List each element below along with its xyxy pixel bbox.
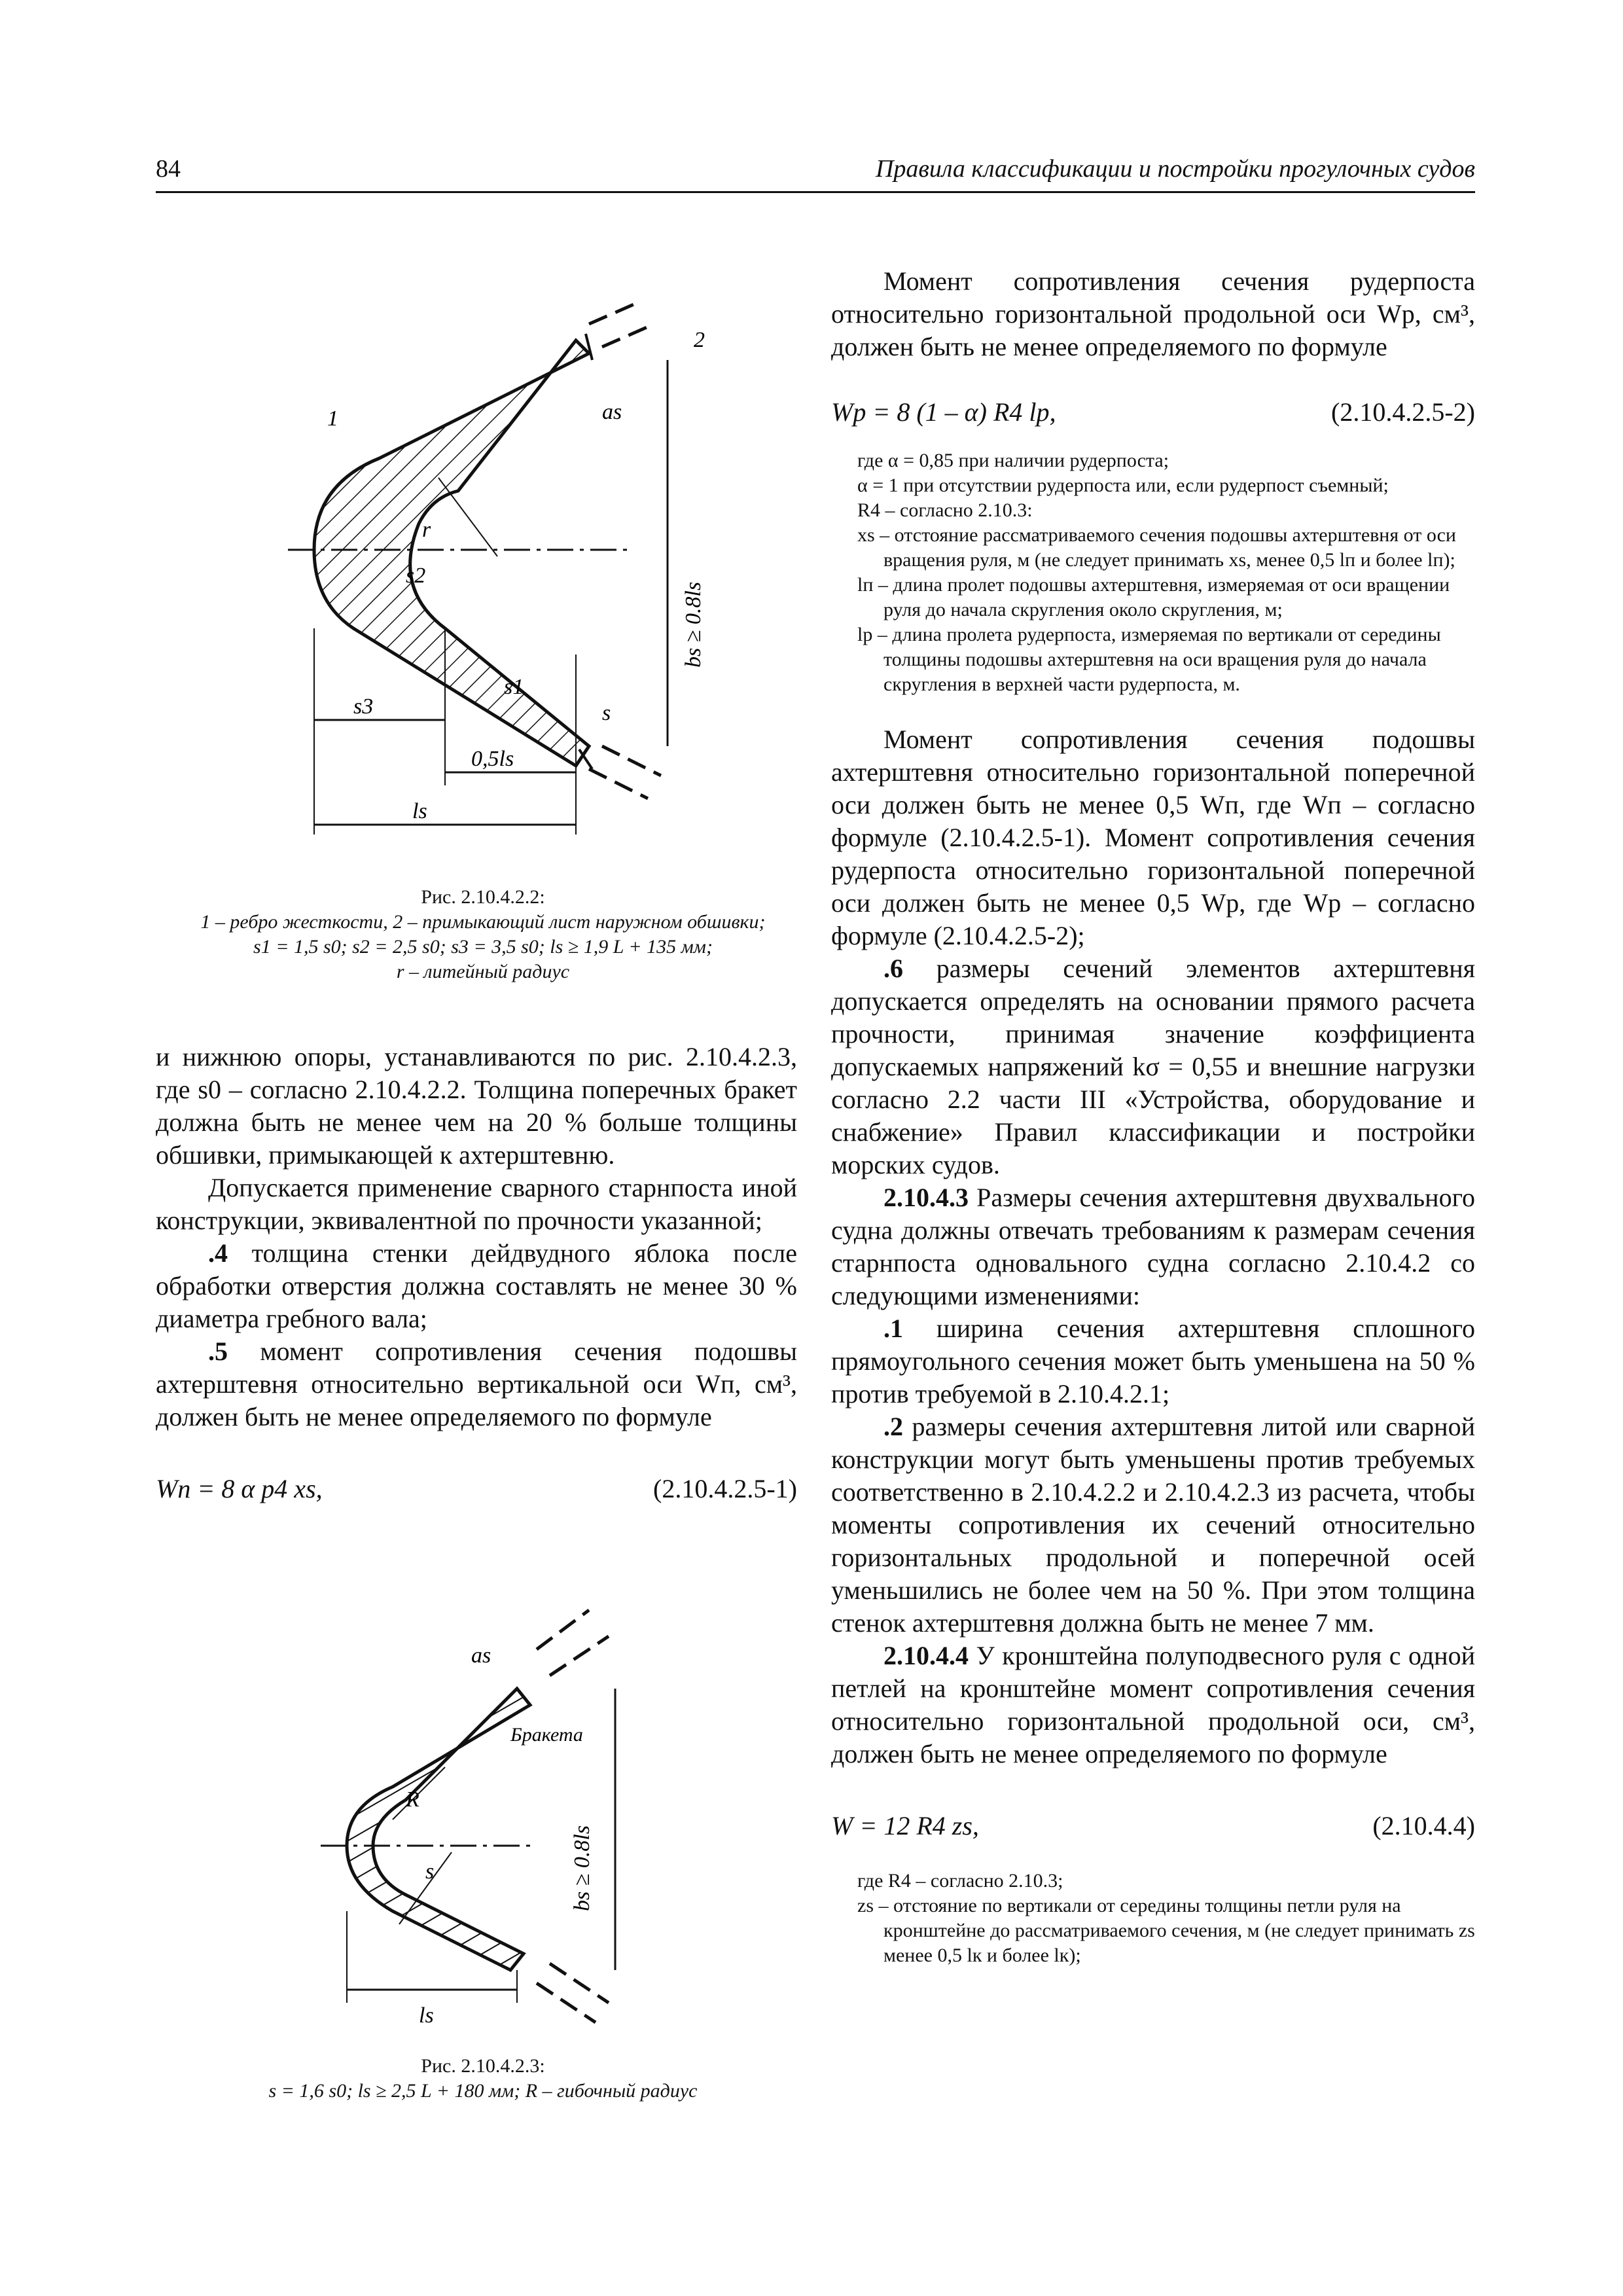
right-p3-num: .6 [883, 954, 903, 983]
figure-2-10-4-2-3 [301, 1571, 720, 2029]
left-p3-num: .4 [208, 1238, 228, 1268]
right-p5-num: .1 [883, 1314, 903, 1343]
where1-line: lр – длина пролета рудерпоста, измеряемая по вертикали от середины толщины подошвы ахтерштевня на оси вращения руля до начала скругления в верхней части рудерпоста, м. [857, 624, 1441, 695]
right-column [831, 265, 1475, 1968]
label2-as: as [471, 1643, 491, 1668]
right-p6 [831, 1410, 1475, 1640]
where1-line: где α = 0,85 при наличии рудерпоста; [857, 450, 1169, 471]
right-p3 [831, 952, 1475, 1181]
label-s: s [602, 701, 611, 725]
formula-w [831, 1810, 1475, 1842]
where1-line: xs – отстояние рассматриваемого сечения подошвы ахтерштевня от оси вращения руля, м (не следует принимать xs, менее 0,5 lп и более lп); [857, 524, 1456, 571]
right-p5-text: ширина сечения ахтерштевня сплошного прямоугольного сечения может быть уменьшена на 50 % против требуемой в 2.10.4.2.1; [831, 1314, 1475, 1408]
figure1-caption-line3: r – литейный радиус [396, 961, 570, 982]
where1-line: α = 1 при отсутствии рудерпоста или, если рудерпост съемный; [857, 475, 1389, 496]
page-number: 84 [156, 155, 181, 183]
label-2: 2 [694, 328, 705, 352]
where2-line: zs – отстояние по вертикали от середины толщины петли руля на кронштейне до рассматриваемого сечения, м (не следует принимать zs менее 0,5 lк и более lк); [857, 1895, 1475, 1966]
label-ls: ls [412, 799, 427, 823]
right-p5 [831, 1312, 1475, 1410]
label2-R: R [406, 1787, 419, 1812]
header-rule [156, 191, 1475, 193]
left-column [156, 1041, 797, 1505]
right-p4 [831, 1181, 1475, 1312]
figure2-caption [156, 2054, 810, 2104]
right-p4-num: 2.10.4.3 [883, 1183, 969, 1212]
label2-s: s [425, 1859, 435, 1884]
left-p2: Допускается применение сварного старнпоста иной конструкции, эквивалентной по прочности указанной; [156, 1173, 797, 1235]
label2-ls: ls [419, 2003, 434, 2028]
figure1-caption-line1: 1 – ребро жесткости, 2 – примыкающий лист наружном обшивки; [200, 911, 766, 933]
running-header-title: Правила классификации и постройки прогулочных судов [875, 155, 1475, 183]
figure2-caption-line1: s = 1,6 s0; ls ≥ 2,5 L + 180 мм; R – гибочный радиус [268, 2080, 698, 2102]
formula-w-num: (2.10.4.4) [1372, 1811, 1475, 1840]
label-s2: s2 [406, 564, 426, 588]
formula-wp-text: Wп = 8 α p4 xs, [156, 1474, 323, 1503]
figure2-caption-title: Рис. 2.10.4.2.3: [421, 2055, 545, 2077]
left-p4-num: .5 [208, 1336, 228, 1366]
figure1-caption-line2: s1 = 1,5 s0; s2 = 2,5 s0; s3 = 3,5 s0; ls ≥ 1,9 L + 135 мм; [253, 936, 713, 958]
formula-wp [156, 1473, 797, 1505]
left-p4 [156, 1335, 797, 1433]
right-p3-text: размеры сечений элементов ахтерштевня допускается определять на основании прямого расчета прочности, принимая значение коэффициента допускаемых напряжений kσ = 0,55 и внешние нагрузки согласно 2.2 части III «Устройства, оборудование и снабжение» Правил классификации и постройки морских судов. [831, 954, 1475, 1179]
bent-section-profile [347, 1689, 530, 1970]
formula-wp-num: (2.10.4.2.5-1) [653, 1474, 797, 1503]
formula-wr-num: (2.10.4.2.5-2) [1331, 397, 1475, 427]
where-block-1 [831, 448, 1475, 697]
right-p7 [831, 1640, 1475, 1770]
right-p2: Момент сопротивления сечения подошвы ахтерштевня относительно горизонтальной поперечной оси должен быть не менее 0,5 Wп, где Wп – согласно формуле (2.10.4.2.5-1). Момент сопротивления сечения рудерпоста относительно горизонтальной поперечной оси должен быть не менее 0,5 Wр, где Wр – согласно формуле (2.10.4.2.5-2); [831, 725, 1475, 950]
right-p4-text: Размеры сечения ахтерштевня двухвального судна должны отвечать требованиям к размерам сечения старнпоста одновального судна согласно 2.10.4.2 со следующими изменениями: [831, 1183, 1475, 1310]
label-1: 1 [327, 406, 338, 431]
label2-bs: bs ≥ 0.8ls [570, 1825, 594, 1911]
figure-2-10-4-2-2 [223, 262, 746, 838]
label-as: as [602, 400, 622, 424]
figure1-caption [156, 885, 810, 984]
where-block-2 [831, 1869, 1475, 1968]
formula-w-text: W = 12 R4 zs, [831, 1811, 979, 1840]
right-p6-num: .2 [883, 1412, 903, 1441]
figure1-caption-title: Рис. 2.10.4.2.2: [421, 886, 545, 908]
left-p3 [156, 1237, 797, 1335]
right-p1: Момент сопротивления сечения рудерпоста относительно горизонтальной продольной оси Wр, см³, должен быть не менее определяемого по формуле [831, 266, 1475, 361]
left-p4-text: момент сопротивления сечения подошвы ахтерштевня относительно вертикальной оси Wп, см³, должен быть не менее определяемого по формуле [156, 1336, 797, 1431]
where1-line: R4 – согласно 2.10.3: [857, 499, 1033, 521]
right-p7-text: У кронштейна полуподвесного руля с одной петлей на кронштейне момент сопротивления сечения относительно горизонтальной продольной оси, см³, должен быть не менее определяемого по формуле [831, 1641, 1475, 1768]
label2-bracket: Бракета [510, 1724, 583, 1746]
right-p7-num: 2.10.4.4 [883, 1641, 969, 1670]
where2-line: где R4 – согласно 2.10.3; [857, 1870, 1063, 1892]
left-p1: и нижнюю опоры, устанавливаются по рис. 2.10.4.2.3, где s0 – согласно 2.10.4.2.2. Толщина поперечных бракет должна быть не менее чем на 20 % больше толщины обшивки, примыкающей к ахтерштевню. [156, 1042, 797, 1170]
label-r: r [422, 518, 431, 542]
formula-wr-text: Wр = 8 (1 – α) R4 lр, [831, 397, 1056, 427]
label-bs: bs ≥ 0.8ls [681, 581, 705, 668]
label-half-ls: 0,5ls [471, 747, 514, 771]
where1-line: lп – длина пролет подошвы ахтерштевня, измеряемая от оси вращении руля до начала скругления около скругления, м; [857, 574, 1450, 620]
right-p6-text: размеры сечения ахтерштевня литой или сварной конструкции могут быть уменьшены против требуемых соответственно в 2.10.4.2.2 и 2.10.4.2.3 из расчета, чтобы моменты сопротивления их сечений относительно горизонтальных продольной и поперечной осей уменьшились не более чем на 50 %. При этом толщина стенок ахтерштевня должна быть не менее 7 мм. [831, 1412, 1475, 1638]
left-p3-text: толщина стенки дейдвудного яблока после обработки отверстия должна составлять не менее 30 % диаметра гребного вала; [156, 1238, 797, 1333]
formula-wr [831, 396, 1475, 429]
label-s3: s3 [353, 694, 374, 719]
label-s1: s1 [504, 675, 524, 699]
